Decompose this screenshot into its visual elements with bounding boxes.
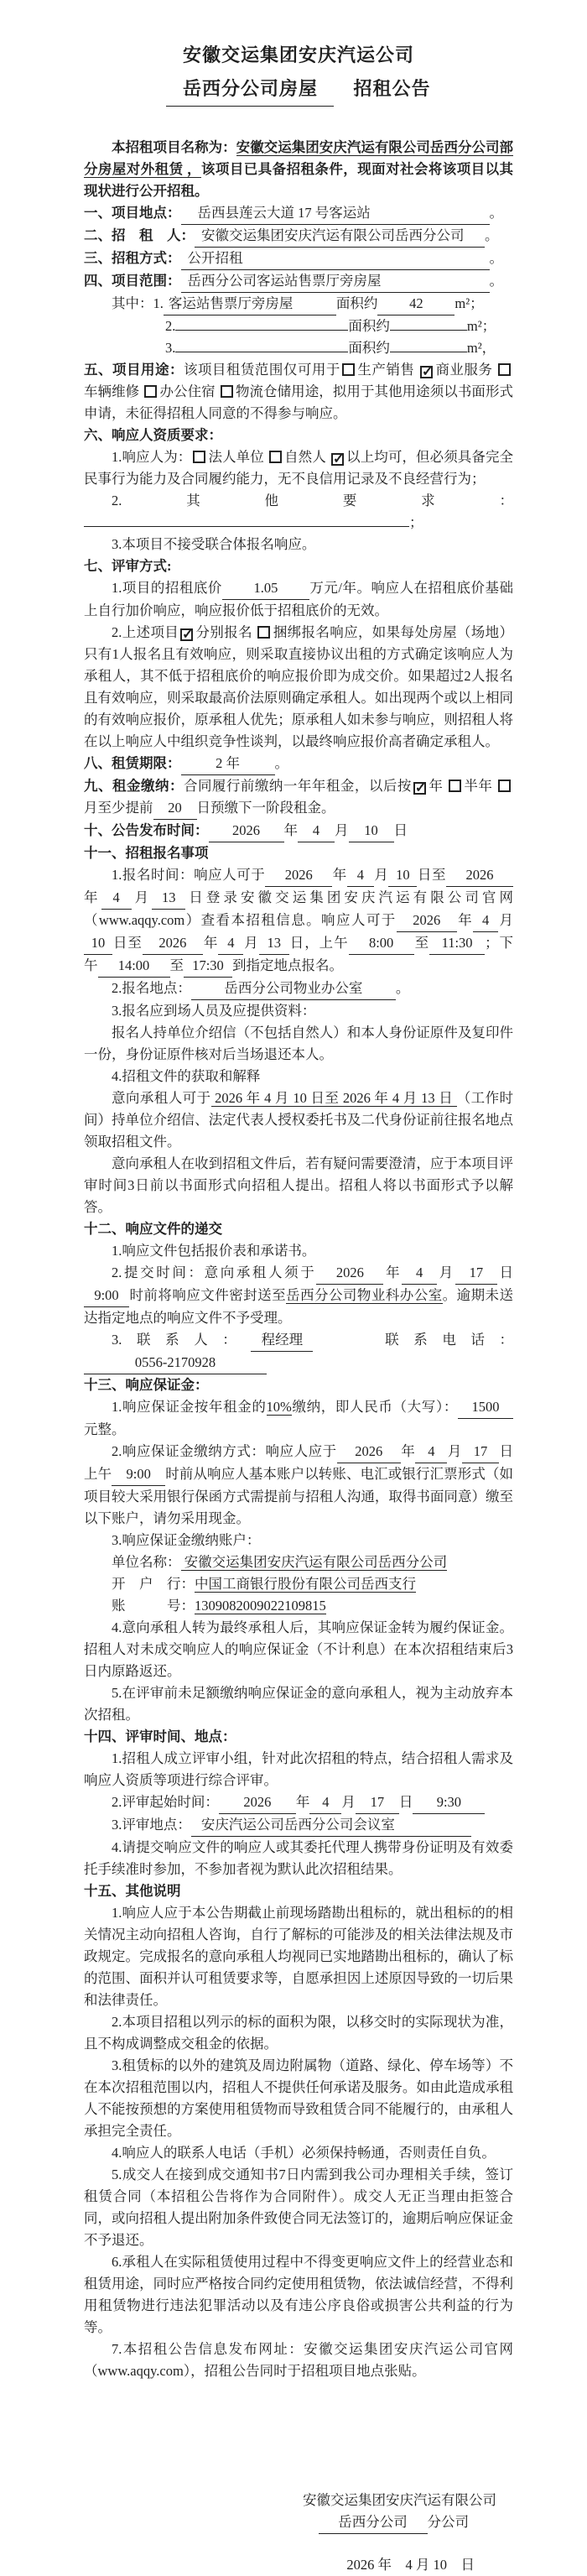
text-run: 十一、招租报名事项	[84, 845, 209, 861]
checkbox-checked-icon: ✓	[414, 781, 427, 795]
signature-company	[84, 2490, 513, 2511]
checkbox-unchecked-icon	[498, 363, 511, 376]
doc-title-line-2	[84, 72, 513, 107]
text-run: m²；	[455, 295, 484, 311]
text-run: 四、项目范围：	[84, 273, 181, 289]
text-run: 1.响应人为：	[112, 449, 192, 465]
fill-in-value	[175, 330, 348, 331]
deposit-item-5	[84, 1682, 513, 1726]
text-run: 六、响应人资质要求：	[84, 427, 222, 443]
text-run: 一、项目地点：	[84, 205, 181, 221]
text-run: 开 户 行：	[112, 1576, 195, 1592]
text-run: 年	[84, 889, 101, 905]
account-name	[84, 1551, 513, 1573]
text-run: 2.提交时间：意向承租人须于	[112, 1265, 317, 1280]
fill-in-value: 中国工商银行股份有限公司岳西支行	[195, 1576, 416, 1592]
fill-in-value: 1500	[458, 1396, 513, 1419]
text-run: 商业服务	[434, 362, 497, 378]
text-run: 3.本项目不接受联合体报名响应。	[112, 536, 316, 552]
text-run: 至	[413, 935, 430, 951]
checkbox-unchecked-icon	[342, 363, 355, 376]
fill-in-value: 1.05	[222, 577, 309, 600]
fill-in-value: 2026	[209, 820, 284, 842]
fill-in-value: 17	[356, 1791, 399, 1814]
fill-in-value: 4	[415, 1441, 447, 1463]
fill-in-value: 4	[218, 932, 243, 955]
text-run: 办公住宿	[159, 383, 219, 399]
section-10-announce-date	[84, 820, 513, 842]
text-run: 十、公告发布时间：	[84, 822, 209, 838]
text-run: 生产销售	[356, 362, 418, 378]
checkbox-unchecked-icon	[193, 451, 205, 463]
text-run: 意向承租人可于	[112, 1090, 211, 1106]
text-run: 面积约	[335, 295, 378, 311]
fill-in-value: 0556-2170928	[84, 1352, 267, 1374]
text-run: 3.报名应到场人员及应提供资料：	[112, 1003, 316, 1019]
text-run: 2.响应保证金缴纳方式：响应人应于	[112, 1443, 337, 1459]
fill-in-value: 13	[259, 932, 289, 955]
submission-contact	[84, 1329, 513, 1374]
text-run: 4.意向承租人转为最终承租人后，其响应保证金转为履约保证金。招租人对未成交响应人的响应保证金（不计利息）在本次招租结束后3日内原路返还。	[84, 1619, 513, 1679]
fill-in-value: 2026	[143, 932, 203, 955]
text-run: 2.评审起始时间：	[112, 1794, 219, 1810]
review-start-time	[84, 1791, 513, 1814]
doc-obtain-detail	[84, 1087, 513, 1153]
text-run: 七、评审方式:	[84, 558, 172, 574]
text-run: 年	[283, 822, 298, 838]
fill-in-value: 4	[473, 910, 498, 932]
text-run: 面积约	[348, 340, 390, 356]
text-run: 日	[393, 822, 408, 838]
text-run: 本招租项目名称为：	[112, 139, 236, 155]
text-run: 5.成交人在接到成交通知书7日内需到我公司办理相关手续，签订租赁合同（本招租公告将作为合同附件）。成交人无正当理由拒签合同，或向招租人提出附加条件致使合同无法签订的，逾期后响应保证金不予退还。	[84, 2167, 513, 2248]
fill-in-value: 公开招租	[181, 248, 490, 270]
section-7-review-method	[84, 555, 513, 577]
text-run: 账 号：	[112, 1598, 195, 1614]
text-run: 7.本招租公告信息发布网址：安徽交运集团安庆汽运公司官网（www.aqqy.com），招租公告同时于招租项目地点张贴。	[84, 2341, 513, 2379]
text-run: 6.承租人在实际租赁使用过程中不得变更响应文件上的经营业态和租赁用途，同时应严格按合同约定使用租赁物，依法诚信经营，不得利用租赁物进行违法犯罪活动以及有违公序良俗或损害公共利益的行为等。	[84, 2254, 513, 2335]
text-run: 月	[243, 935, 259, 951]
text-run: 。	[489, 205, 503, 221]
text-run: 。	[485, 227, 499, 243]
text-run: 日，上午	[288, 935, 349, 951]
text-run: 年	[456, 912, 474, 928]
fill-in-value: 安徽交运集团安庆汽运有限公司岳西分公司部分房屋对外租赁 ，	[84, 139, 514, 177]
fill-in-value: 程经理	[251, 1329, 313, 1352]
text-run: 5.在评审前未足额缴纳响应保证金的意向承租人，视为主动放弃本次招租。	[84, 1685, 513, 1723]
signature-date	[84, 2554, 513, 2576]
fill-in-value: 4	[101, 887, 132, 910]
intro-paragraph	[84, 137, 513, 202]
deposit-item-2	[84, 1441, 513, 1530]
fill-in-value: 10	[388, 864, 417, 887]
text-run: 4.响应人的联系人电话（手机）必须保持畅通，否则责任自负。	[112, 2145, 496, 2161]
registration-materials-heading	[84, 1000, 513, 1022]
text-run: （工作时间）持单位介绍信、法定代表人授权委托书及二代身份证前往报名地点领取招租文件。	[84, 1090, 514, 1150]
text-run: 3.评审地点：	[112, 1817, 191, 1833]
fill-in-value: 17	[462, 1441, 499, 1463]
fill-in-value: 13	[152, 887, 185, 910]
text-run: 月	[335, 822, 349, 838]
section-13-deposit	[84, 1374, 513, 1396]
fill-in-value: 2026	[337, 1441, 401, 1463]
fill-in-value: 17	[455, 1262, 497, 1285]
fill-in-value: 11:30	[429, 932, 485, 955]
fill-in-value: 10%	[266, 1399, 292, 1415]
text-run: 八、租赁期限：	[84, 755, 181, 771]
checkbox-unchecked-icon	[221, 385, 233, 398]
review-panel	[84, 1748, 513, 1791]
text-run: ；下午	[84, 935, 514, 973]
fill-in-value: 2 年	[181, 753, 275, 775]
account-bank	[84, 1573, 513, 1595]
text-run: 时前从响应人基本账户以转账、电汇或银行汇票形式（如项目较大采用银行保函方式需提前与招租人沟通，取得书面同意）缴至以下账户，请勿采用现金。	[84, 1466, 514, 1526]
fill-in-value: 4	[298, 820, 335, 842]
text-run: 4.请提交响应文件的响应人或其委托代理人携带身份证明及有效委托手续准时参加，不参加者视为默认此次招租结果。	[84, 1839, 513, 1877]
text-run: 月	[131, 889, 153, 905]
text-run: 捆绑报名响应，如果每处房屋（场地）只有1人报名且有效响应，则采取直接协议出租的方式确定该响应人为承租人，其不低于招租底价的响应报价即为成交价。如果超过2人报名且有效响应，则采取最高价法原则确定承租人。如出现两个或以上相同的有效响应报价，原承租人优先；原承租人如未参与响应，则招租人将在以上响应人中组织竞争性谈判，以最终响应报价高者确定承租人。	[84, 624, 514, 749]
text-run: 月	[437, 1265, 455, 1280]
text-run: 日至	[112, 935, 143, 951]
text-run: 日	[398, 1794, 413, 1810]
text-run: 2.	[165, 318, 176, 334]
other-note-6	[84, 2251, 513, 2339]
section-9-rent-payment	[84, 775, 513, 820]
text-run: 年	[202, 935, 219, 951]
section-15-other-notes	[84, 1880, 513, 1902]
text-run: 联系电话：	[313, 1332, 513, 1348]
text-run: 3.租赁标的以外的建筑及周边附属物（道路、绿化、停车场等）不在本次招租范围以内，招租人不提供任何承诺及服务。如由此造成承租人不能按预想的方案使用租赁物而导致租赁合同不能履行的，由承租人承担完全责任。	[84, 2057, 513, 2139]
fill-in-value: 9:00	[112, 1463, 165, 1486]
checkbox-unchecked-icon	[144, 385, 157, 398]
fill-in-value: 安徽交运集团安庆汽运有限公司岳西分公司	[180, 1554, 448, 1570]
text-run: ；	[409, 514, 423, 530]
text-run: 物流仓储用途，拟用于其他用途须以书面形式申请，未征得招租人同意的不得参与响应。	[84, 383, 514, 421]
text-run: 单位名称：	[112, 1554, 181, 1570]
fill-in-value: 9:00	[84, 1285, 129, 1307]
text-run: 2.报名地点：	[112, 980, 191, 996]
qualification-item-3	[84, 534, 513, 555]
text-run: m²，	[466, 340, 496, 356]
fill-in-value: 4	[402, 1262, 437, 1285]
fill-in-value: 20	[153, 797, 197, 820]
checkbox-checked-icon: ✓	[182, 628, 194, 642]
other-note-3	[84, 2055, 513, 2142]
doc-clarification	[84, 1153, 513, 1218]
text-run: 1.响应保证金按年租金的	[112, 1399, 267, 1415]
text-run: 法人单位	[208, 449, 268, 465]
registration-materials-detail	[84, 1022, 513, 1066]
text-run: 3.	[165, 340, 176, 356]
text-run: 。	[489, 250, 503, 266]
doc-obtain-heading	[84, 1066, 513, 1087]
fill-in-value: 2026	[397, 910, 457, 932]
announcement-document	[84, 39, 513, 2576]
checkbox-unchecked-icon	[257, 626, 270, 639]
deposit-item-4	[84, 1617, 513, 1682]
text-run: 1.报名时间：响应人可于	[112, 867, 266, 883]
checkbox-unchecked-icon	[498, 780, 511, 792]
text-run: 至	[169, 957, 184, 973]
section-11-registration	[84, 842, 513, 864]
other-note-5	[84, 2164, 513, 2251]
section-4-scope	[84, 270, 513, 293]
text-run: 自然人	[284, 449, 330, 465]
text-run: 年	[428, 778, 447, 794]
checkbox-unchecked-icon	[449, 780, 461, 792]
text-run: 2.上述项目	[112, 624, 179, 640]
text-run: 3.联系人：	[112, 1332, 252, 1348]
text-run: 2.其他要求：	[112, 493, 513, 508]
text-run: 日	[496, 1265, 514, 1280]
text-run: 万元/年。响应人在招租底价基础上自行加价响应，响应报价低于招租底价的无效。	[84, 580, 513, 618]
text-run: 三、招租方式：	[84, 250, 181, 266]
text-run: 。	[395, 980, 410, 996]
text-run: 九、租金缴纳：	[84, 778, 184, 794]
fill-in-value: 岳西县莲云大道 17 号客运站	[181, 202, 490, 225]
text-run: 车辆维修	[84, 383, 143, 399]
text-run: 日预缴下一阶段租金。	[196, 800, 335, 816]
text-run: 1.项目的招租底价	[112, 580, 222, 596]
text-run: 。逾期未送达指定地点的响应文件不予受理。	[84, 1287, 514, 1326]
fill-in-value: 2026 年 4 月 10 日至 2026 年 4 月 13 日	[210, 1090, 457, 1106]
account-number	[84, 1595, 513, 1617]
fill-in-value: 岳西分公司物业科办公室	[286, 1287, 443, 1303]
text-run: 分公司	[427, 2514, 469, 2530]
text-run: 4.招租文件的获取和解释	[112, 1068, 261, 1084]
text-run: 其中：1.	[112, 295, 164, 311]
text-run: 意向承租人在收到招租文件后，若有疑问需要澄清，应于本项目评审时间3日前以书面形式向招租人提出。招租人将以书面形式予以解答。	[84, 1155, 513, 1215]
text-run: 以上均可，但必须具备完全民事行为能力及合同履约能力，无不良信用记录及不良经营行为；	[84, 449, 514, 487]
fill-in-value: 4	[347, 864, 374, 887]
fill-in-value: 岳西分公司房屋	[166, 72, 334, 107]
scope-item-2	[84, 315, 513, 337]
fill-in-value: 4	[309, 1791, 341, 1814]
checkbox-checked-icon: ✓	[333, 452, 345, 467]
section-2-lessor	[84, 225, 513, 248]
text-run: 。	[274, 755, 288, 771]
text-run: 半年	[463, 778, 497, 794]
text-run: 合同履行前缴纳一年年租金，以后按	[183, 778, 412, 794]
text-run: 报名人持单位介绍信（不包括自然人）和本人身份证原件及复印件一份，身份证原件核对后当场退还本人。	[84, 1025, 513, 1062]
qualification-item-2	[84, 490, 513, 534]
section-8-lease-term	[84, 753, 513, 775]
qualification-item-1	[84, 446, 513, 490]
fill-in-value	[390, 330, 467, 331]
fill-in-value: 岳西分公司客运站售票厅旁房屋	[181, 270, 490, 293]
submission-item-2	[84, 1262, 513, 1329]
fill-in-value: 2026	[265, 864, 332, 887]
submission-item-1	[84, 1240, 513, 1262]
fill-in-value	[84, 526, 409, 527]
text-run: 年	[383, 1265, 403, 1280]
registration-time	[84, 864, 513, 978]
fill-in-value: 9:30	[413, 1791, 485, 1814]
review-attendance	[84, 1837, 513, 1880]
review-item-2	[84, 622, 513, 753]
text-run: 月	[341, 1794, 356, 1810]
text-run: 缴纳，即人民币（大写）：	[291, 1399, 459, 1415]
text-run: 月至少提前	[84, 800, 153, 816]
fill-in-value: 岳西分公司物业办公室	[191, 978, 396, 1000]
text-run: 年	[295, 1794, 310, 1810]
review-place	[84, 1814, 513, 1837]
text-run: 五、项目用途：	[84, 362, 184, 378]
fill-in-value: 8:00	[349, 932, 414, 955]
text-run: 该项目已具备招租条件，现面对社会将该项目以其现状进行公开招租。	[84, 161, 514, 199]
text-run: 十五、其他说明	[84, 1883, 181, 1899]
fill-in-value: 10	[349, 820, 394, 842]
other-note-1	[84, 1902, 513, 2011]
text-run: 十三、响应保证金：	[84, 1377, 209, 1393]
scope-item-1	[84, 293, 513, 315]
text-run: m²；	[466, 318, 496, 334]
text-run: 时前将响应文件密封送至	[129, 1287, 287, 1303]
fill-in-value: 安庆汽运公司岳西分公司会议室	[191, 1814, 471, 1837]
text-run: 到指定地点报名。	[232, 957, 343, 973]
other-note-2	[84, 2011, 513, 2055]
signature-branch	[84, 2511, 513, 2534]
text-run: 年	[400, 1443, 416, 1459]
fill-in-value: 10	[84, 932, 112, 955]
text-run: 1.招租人成立评审小组，针对此次招租的特点，结合招租人需求及响应人资质等项进行综合评审。	[84, 1750, 513, 1788]
fill-in-value: 42	[377, 293, 455, 315]
text-run: 2.本项目招租以列示的标的面积为限，以移交时的实际现状为准，且不构成调整成交租金的依据。	[84, 2014, 513, 2052]
section-6-qualification	[84, 425, 513, 446]
fill-in-value: 岳西分公司	[319, 2511, 428, 2534]
text-run: 1.响应文件包括报价表和承诺书。	[112, 1243, 316, 1259]
text-run: 月	[373, 867, 389, 883]
deposit-account-heading	[84, 1530, 513, 1551]
review-item-1	[84, 577, 513, 622]
text-run: 面积约	[348, 318, 390, 334]
deposit-item-1	[84, 1396, 513, 1441]
text-run: 安徽交运集团安庆汽运有限公司	[303, 2492, 496, 2508]
text-run: 日登录安徽交运集团安庆汽运有限公司官网（www.aqqy.com）查看本招租信息。响应人可于	[84, 889, 514, 928]
fill-in-value: 14:00	[98, 955, 170, 978]
other-note-7	[84, 2339, 513, 2382]
fill-in-value: 安徽交运集团安庆汽运有限公司岳西分公司	[195, 225, 485, 248]
section-1-project-location	[84, 202, 513, 225]
text-run: 日至	[417, 867, 447, 883]
checkbox-unchecked-icon	[269, 451, 282, 463]
text-run: 3.响应保证金缴纳账户：	[112, 1532, 261, 1548]
fill-in-value: 2026	[316, 1262, 383, 1285]
text-run: 元整。	[84, 1421, 126, 1437]
section-12-submission	[84, 1218, 513, 1240]
registration-place	[84, 978, 513, 1000]
text-run: 月	[498, 912, 514, 928]
text-run: 分别报名	[195, 624, 257, 640]
text-run: 招租公告	[334, 78, 431, 99]
doc-title-line-1	[84, 39, 513, 72]
other-note-4	[84, 2142, 513, 2164]
fill-in-value: 17:30	[184, 955, 232, 978]
text-run: 二、招 租 人：	[84, 227, 195, 243]
text-run: 年	[332, 867, 347, 883]
text-run: 。	[489, 273, 503, 289]
fill-in-value: 2026	[219, 1791, 296, 1814]
section-3-method	[84, 248, 513, 270]
text-run: 1.响应人应于本公告期截止前现场踏勘出租标的，就出租标的的相关情况主动向招租人咨询，自行了解标的可能涉及的相关法律法规及市政规定。完成报名的意向承租人均视同已实地踏勘出租标的，确认了标的范围、面积并认可租赁要求等，自愿承担因上述原因导致的一切后果和法律责任。	[84, 1905, 513, 2008]
text-run: 该项目租赁范围仅可用于	[183, 362, 340, 378]
text-run: 安徽交运集团安庆汽运公司	[182, 44, 414, 65]
text-run: 十二、响应文件的递交	[84, 1221, 222, 1237]
text-run: 日上午	[84, 1443, 514, 1482]
fill-in-value: 客运站售票厅旁房屋	[164, 293, 336, 315]
section-14-review-time-place	[84, 1726, 513, 1748]
text-run: 十四、评审时间、地点：	[84, 1729, 236, 1744]
checkbox-checked-icon: ✓	[421, 365, 434, 379]
text-run: 2026 年 4 月 10 日	[346, 2557, 475, 2573]
section-5-usage	[84, 359, 513, 425]
fill-in-value: 1309082009022109815	[195, 1598, 326, 1614]
text-run: 月	[447, 1443, 462, 1459]
scope-item-3	[84, 337, 513, 359]
fill-in-value: 2026	[446, 864, 513, 887]
